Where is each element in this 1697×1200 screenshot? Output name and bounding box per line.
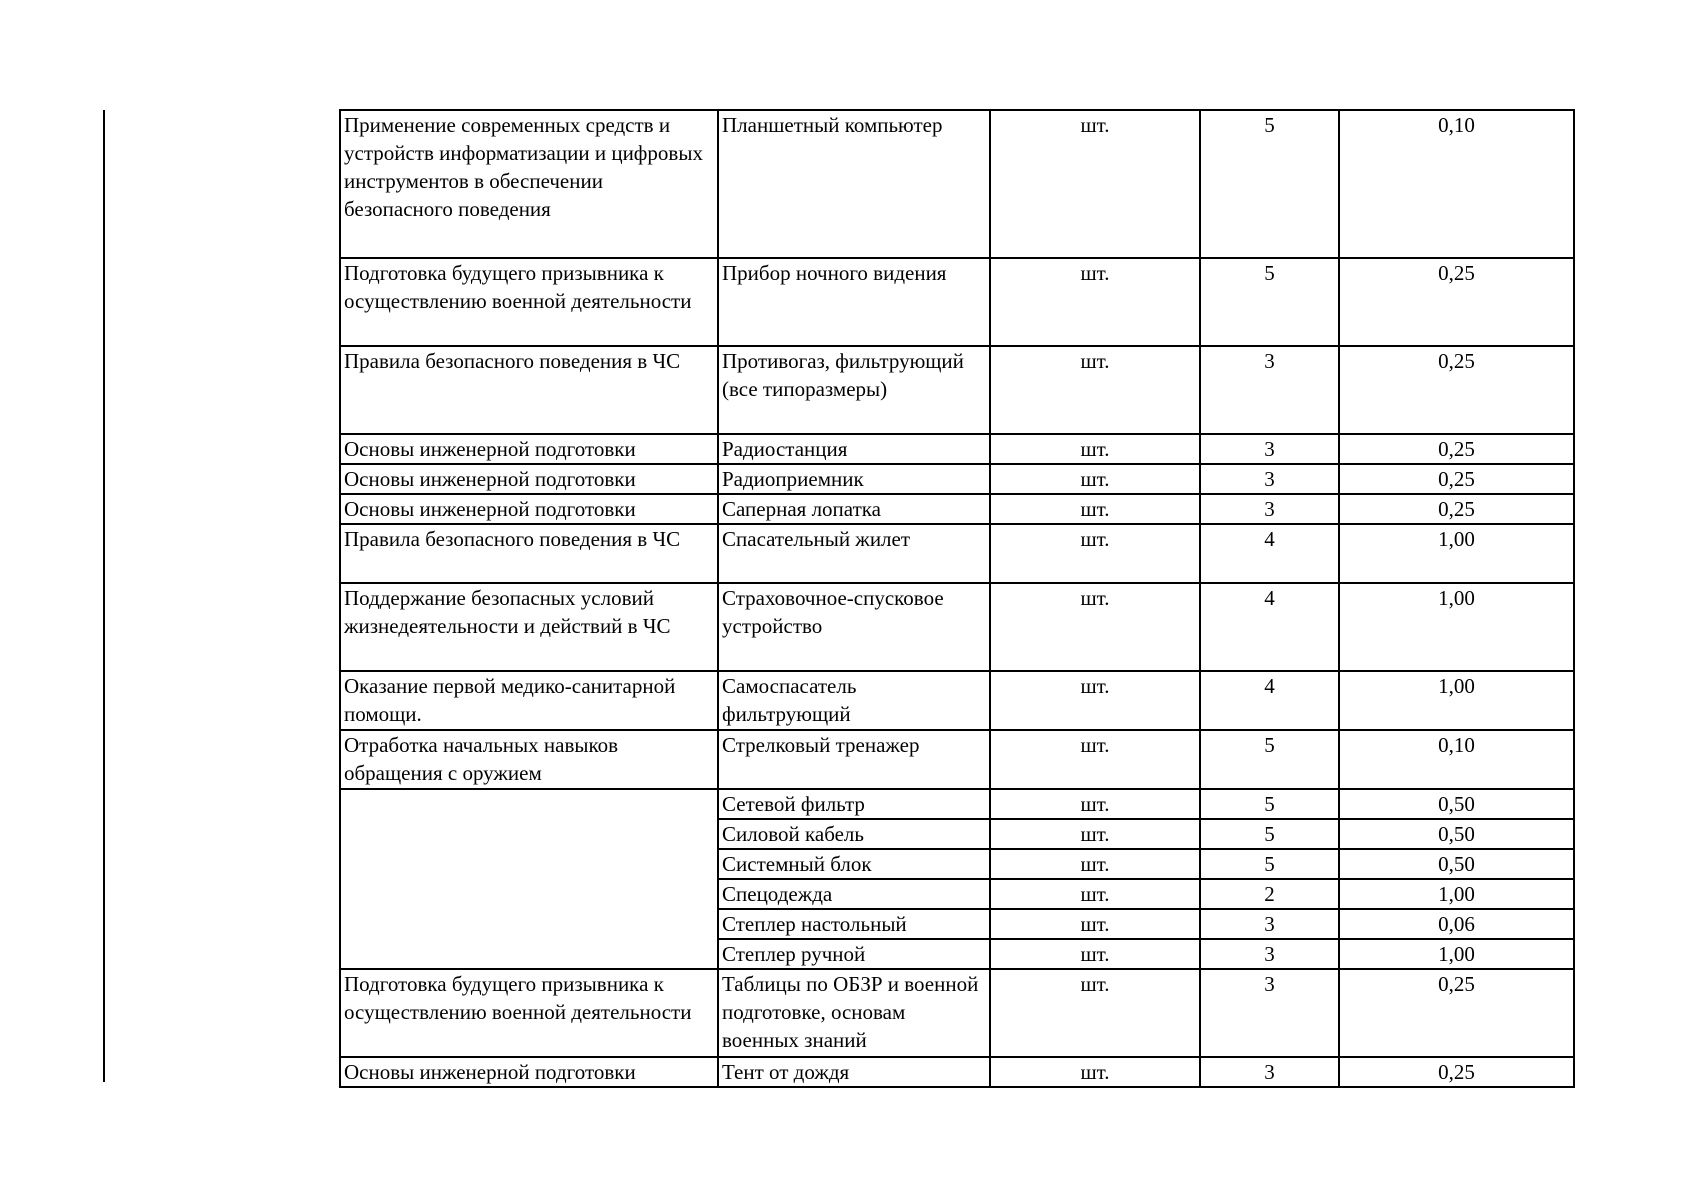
norm-cell: 0,25	[1339, 346, 1574, 434]
quantity-cell: 5	[1200, 258, 1339, 346]
table-row	[340, 969, 1574, 1057]
item-cell: Сетевой фильтр	[718, 789, 990, 819]
unit-cell: шт.	[990, 434, 1200, 464]
section-cell: Поддержание безопасных условий жизнедеятельности и действий в ЧС	[340, 583, 718, 671]
section-cell: Основы инженерной подготовки	[340, 464, 718, 494]
unit-cell: шт.	[990, 909, 1200, 939]
section-cell: Оказание первой медико-санитарной помощи.	[340, 671, 718, 730]
table-row	[340, 583, 1574, 671]
section-cell	[340, 789, 718, 969]
section-cell: Правила безопасного поведения в ЧС	[340, 524, 718, 583]
section-cell: Правила безопасного поведения в ЧС	[340, 346, 718, 434]
norm-cell: 0,25	[1339, 258, 1574, 346]
norm-cell: 0,10	[1339, 110, 1574, 258]
item-cell: Спецодежда	[718, 879, 990, 909]
quantity-cell: 5	[1200, 789, 1339, 819]
section-cell: Основы инженерной подготовки	[340, 1057, 718, 1087]
item-cell: Степлер настольный	[718, 909, 990, 939]
quantity-cell: 3	[1200, 494, 1339, 524]
item-cell: Саперная лопатка	[718, 494, 990, 524]
section-cell: Подготовка будущего призывника к осуществлению военной деятельности	[340, 258, 718, 346]
item-cell: Спасательный жилет	[718, 524, 990, 583]
quantity-cell: 3	[1200, 909, 1339, 939]
norm-cell: 0,50	[1339, 849, 1574, 879]
item-cell: Степлер ручной	[718, 939, 990, 969]
norm-cell: 0,50	[1339, 819, 1574, 849]
unit-cell: шт.	[990, 789, 1200, 819]
norm-cell: 0,25	[1339, 434, 1574, 464]
table-row	[340, 671, 1574, 730]
quantity-cell: 3	[1200, 434, 1339, 464]
item-cell: Прибор ночного видения	[718, 258, 990, 346]
unit-cell: шт.	[990, 730, 1200, 789]
section-cell: Подготовка будущего призывника к осуществлению военной деятельности	[340, 969, 718, 1057]
section-cell: Отработка начальных навыков обращения с оружием	[340, 730, 718, 789]
item-cell: Силовой кабель	[718, 819, 990, 849]
norm-cell: 0,25	[1339, 464, 1574, 494]
table-row	[340, 110, 1574, 258]
quantity-cell: 4	[1200, 524, 1339, 583]
norm-cell: 1,00	[1339, 583, 1574, 671]
unit-cell: шт.	[990, 849, 1200, 879]
quantity-cell: 5	[1200, 819, 1339, 849]
norm-cell: 1,00	[1339, 524, 1574, 583]
unit-cell: шт.	[990, 969, 1200, 1057]
table-row	[340, 434, 1574, 464]
table-row	[340, 1057, 1574, 1087]
quantity-cell: 2	[1200, 879, 1339, 909]
table-row	[340, 524, 1574, 583]
item-cell: Противогаз, фильтрующий (все типоразмеры)	[718, 346, 990, 434]
table-row	[340, 464, 1574, 494]
quantity-cell: 3	[1200, 464, 1339, 494]
quantity-cell: 5	[1200, 849, 1339, 879]
unit-cell: шт.	[990, 258, 1200, 346]
table-row	[340, 494, 1574, 524]
norm-cell: 0,25	[1339, 969, 1574, 1057]
unit-cell: шт.	[990, 464, 1200, 494]
item-cell: Радиоприемник	[718, 464, 990, 494]
norm-cell: 0,25	[1339, 1057, 1574, 1087]
unit-cell: шт.	[990, 879, 1200, 909]
item-cell: Планшетный компьютер	[718, 110, 990, 258]
table-row	[340, 789, 1574, 819]
unit-cell: шт.	[990, 494, 1200, 524]
quantity-cell: 5	[1200, 730, 1339, 789]
norm-cell: 1,00	[1339, 671, 1574, 730]
item-cell: Радиостанция	[718, 434, 990, 464]
unit-cell: шт.	[990, 346, 1200, 434]
norm-cell: 0,06	[1339, 909, 1574, 939]
item-cell: Самоспасатель фильтрующий	[718, 671, 990, 730]
quantity-cell: 4	[1200, 583, 1339, 671]
table-row	[340, 730, 1574, 789]
norm-cell: 0,10	[1339, 730, 1574, 789]
unit-cell: шт.	[990, 819, 1200, 849]
item-cell: Тент от дождя	[718, 1057, 990, 1087]
unit-cell: шт.	[990, 939, 1200, 969]
item-cell: Стрелковый тренажер	[718, 730, 990, 789]
table-row	[340, 346, 1574, 434]
unit-cell: шт.	[990, 671, 1200, 730]
norm-cell: 1,00	[1339, 939, 1574, 969]
unit-cell: шт.	[990, 1057, 1200, 1087]
section-cell: Применение современных средств и устройств информатизации и цифровых инструментов в обеспечении безопасного поведения	[340, 110, 718, 258]
table-row	[340, 258, 1574, 346]
quantity-cell: 4	[1200, 671, 1339, 730]
page-margin-line	[103, 110, 105, 1082]
item-cell: Страховочное-спусковое устройство	[718, 583, 990, 671]
section-cell: Основы инженерной подготовки	[340, 494, 718, 524]
quantity-cell: 3	[1200, 346, 1339, 434]
equipment-table	[339, 109, 1575, 1088]
quantity-cell: 5	[1200, 110, 1339, 258]
quantity-cell: 3	[1200, 939, 1339, 969]
section-cell: Основы инженерной подготовки	[340, 434, 718, 464]
quantity-cell: 3	[1200, 1057, 1339, 1087]
item-cell: Системный блок	[718, 849, 990, 879]
unit-cell: шт.	[990, 110, 1200, 258]
norm-cell: 0,25	[1339, 494, 1574, 524]
unit-cell: шт.	[990, 524, 1200, 583]
norm-cell: 0,50	[1339, 789, 1574, 819]
item-cell: Таблицы по ОБЗР и военной подготовке, основам военных знаний	[718, 969, 990, 1057]
unit-cell: шт.	[990, 583, 1200, 671]
norm-cell: 1,00	[1339, 879, 1574, 909]
quantity-cell: 3	[1200, 969, 1339, 1057]
